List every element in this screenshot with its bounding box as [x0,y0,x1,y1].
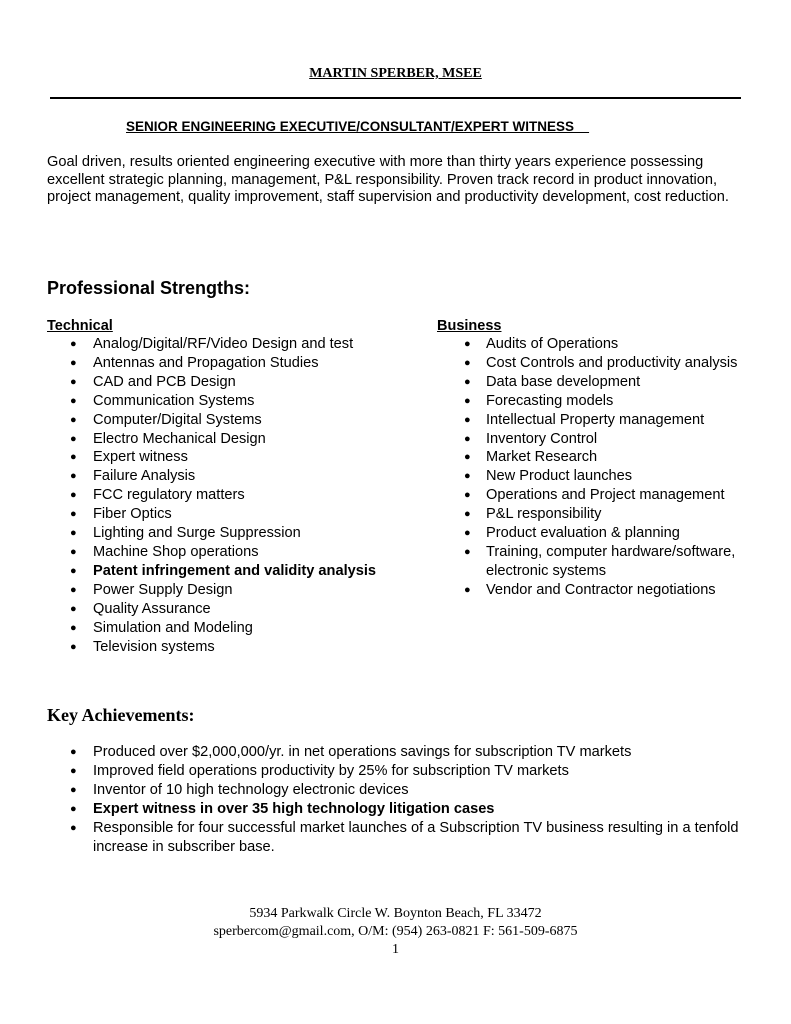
technical-item [47,638,427,657]
bullet-icon: ● [70,338,77,350]
business-item-text: New Product launches [486,468,633,485]
bullet-icon: ● [70,783,77,796]
achievement-item-text: Produced over $2,000,000/yr. in net operations savings for subscription TV markets [93,744,632,760]
page-number: 1 [392,941,399,957]
business-item [437,505,777,524]
bullet-icon: ● [70,527,77,540]
technical-item-text: FCC regulatory matters [93,487,245,504]
technical-item-text: CAD and PCB Design [93,373,236,390]
technical-item [47,392,427,411]
bullet-icon: ● [464,508,471,521]
business-item-text: Data base development [486,373,641,390]
technical-column [47,317,427,656]
technical-item-text: Analog/Digital/RF/Video Design and test [93,336,354,352]
achievement-item-text: Responsible for four successful market launches of a Subscription TV business resulting in a tenfold increase in subscriber base. [93,819,739,855]
footer-contact: sperbercom@gmail.com, O/M: (954) 263-0821 F: 561-509-6875 [213,923,578,939]
business-item-text: Market Research [486,449,598,466]
bullet-icon: ● [70,375,77,388]
technical-item-text: Expert witness [93,449,188,466]
business-item-text: Audits of Operations [486,336,619,352]
business-item [437,467,777,486]
technical-item [47,448,427,467]
bullet-icon: ● [464,489,471,502]
bullet-icon: ● [464,394,471,407]
technical-item [47,430,427,449]
technical-item [47,354,427,373]
technical-item [47,486,427,505]
technical-item-text: Failure Analysis [93,468,196,485]
achievement-item-text: Expert witness in over 35 high technology litigation cases [93,800,495,817]
business-item [437,411,777,430]
technical-item-text: Antennas and Propagation Studies [93,354,319,371]
achievements-list [47,743,747,856]
bullet-icon: ● [70,764,77,777]
business-item-text: Forecasting models [486,392,614,409]
technical-item-text: Machine Shop operations [93,543,259,560]
business-item-text: Product evaluation & planning [486,525,680,542]
bullet-icon: ● [70,508,77,521]
technical-item-text: Power Supply Design [93,581,233,598]
bullet-icon: ● [70,356,77,369]
technical-item [47,411,427,430]
business-title: Business [437,318,502,334]
bullet-icon: ● [70,394,77,407]
bullet-icon: ● [70,432,77,445]
bullet-icon: ● [464,545,471,558]
technical-item [47,335,427,354]
technical-item-text: Communication Systems [93,392,255,409]
technical-item [47,600,427,619]
bullet-icon: ● [70,564,77,577]
business-item-text: Vendor and Contractor negotiations [486,581,716,598]
bullet-icon: ● [464,338,471,350]
bullet-icon: ● [70,489,77,502]
achievement-item-text: Inventor of 10 high technology electronic devices [93,781,409,798]
bullet-icon: ● [464,451,471,464]
technical-list [47,335,427,656]
bullet-icon: ● [70,413,77,426]
bullet-icon: ● [464,527,471,540]
bullet-icon: ● [464,356,471,369]
technical-item [47,524,427,543]
bullet-icon: ● [70,802,77,815]
achievement-item [47,819,747,857]
strengths-heading: Professional Strengths: [47,278,251,298]
achievement-item [47,781,747,800]
bullet-icon: ● [70,451,77,464]
bullet-icon: ● [70,470,77,483]
bullet-icon: ● [70,821,77,834]
technical-item-text: Computer/Digital Systems [93,411,262,428]
bullet-icon: ● [464,470,471,483]
business-item [437,335,777,354]
technical-item-text: Lighting and Surge Suppression [93,525,301,542]
business-item [437,373,777,392]
business-item [437,392,777,411]
business-item-text: Intellectual Property management [486,411,705,428]
business-item-text: Cost Controls and productivity analysis [486,354,738,371]
technical-item-text: Television systems [93,638,215,655]
business-item [437,543,777,581]
bullet-icon: ● [464,432,471,445]
bullet-icon: ● [70,583,77,596]
summary-paragraph: Goal driven, results oriented engineering executive with more than thirty years experience possessing excellent strategic planning, management, P&L responsibility. Proven track record in product innovation, project management, quality improvement, staff supervision and productivity development, cost reduction. [47,154,729,205]
technical-item-text: Simulation and Modeling [93,619,253,636]
footer-address: 5934 Parkwalk Circle W. Boynton Beach, FL 33472 [249,906,542,921]
bullet-icon: ● [464,375,471,388]
achievements-heading: Key Achievements: [47,705,195,725]
bullet-icon: ● [70,545,77,558]
business-column [437,317,777,600]
achievement-item [47,762,747,781]
technical-item-text: Patent infringement and validity analysis [93,562,377,579]
candidate-name: MARTIN SPERBER, MSEE [309,66,482,81]
bullet-icon: ● [70,640,77,653]
bullet-icon: ● [464,413,471,426]
business-item-text: P&L responsibility [486,506,602,523]
business-item [437,354,777,373]
technical-title: Technical [47,318,113,334]
technical-item [47,467,427,486]
header-divider [50,97,741,99]
technical-item [47,619,427,638]
achievement-item [47,800,747,819]
bullet-icon: ● [464,583,471,596]
business-item [437,486,777,505]
technical-item [47,505,427,524]
business-item [437,581,777,600]
business-item [437,524,777,543]
footer [0,905,791,958]
achievement-item-text: Improved field operations productivity by 25% for subscription TV markets [93,762,569,779]
bullet-icon: ● [70,602,77,615]
business-item [437,448,777,467]
bullet-icon: ● [70,621,77,634]
business-list [437,335,777,600]
technical-item [47,562,427,581]
technical-item [47,543,427,562]
business-item [437,430,777,449]
bullet-icon: ● [70,746,77,758]
technical-item [47,581,427,600]
business-item-text: Operations and Project management [486,487,725,504]
technical-item [47,373,427,392]
achievement-item [47,743,747,762]
business-item-text: Training, computer hardware/software, electronic systems [486,543,736,579]
technical-item-text: Electro Mechanical Design [93,430,266,447]
professional-headline: SENIOR ENGINEERING EXECUTIVE/CONSULTANT/EXPERT WITNESS [126,119,590,134]
technical-item-text: Fiber Optics [93,506,172,523]
business-item-text: Inventory Control [486,430,598,447]
technical-item-text: Quality Assurance [93,600,211,617]
